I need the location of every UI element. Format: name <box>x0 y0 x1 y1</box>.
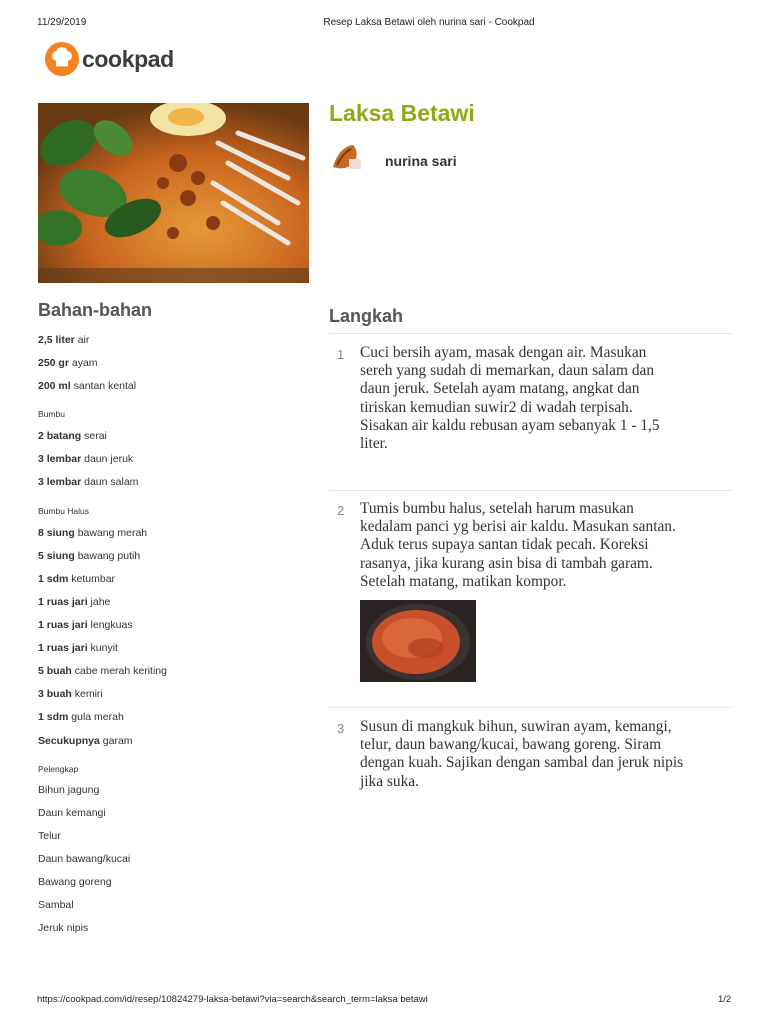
step-text: Cuci bersih ayam, masak dengan air. Masukan sereh yang sudah di memarkan, daun salam dan daun jeruk. Setelah ayam matang, angkat dan tiriskan kemudian suwir2 di wadah terpisah. Sisakan air kaldu rebusan ayam sebanyak 1 - 1,5 liter. <box>360 344 660 453</box>
logo-text: cookpad <box>82 45 174 72</box>
ingredient-item: Secukupnya garam <box>38 735 133 747</box>
ingredient-section-label: Pelengkap <box>38 764 79 774</box>
steps-heading: Langkah <box>329 306 404 326</box>
ingredient-item: 2,5 liter air <box>38 334 90 346</box>
chef-hat-icon <box>45 42 79 76</box>
ingredient-item: 1 sdm gula merah <box>38 711 124 723</box>
ingredient-item: 1 ruas jari lengkuas <box>38 619 133 631</box>
ingredient-item: Jeruk nipis <box>38 922 89 934</box>
ingredient-item: 3 lembar daun jeruk <box>38 453 134 465</box>
ingredient-item: Bihun jagung <box>38 784 100 796</box>
divider <box>329 333 732 334</box>
print-date: 11/29/2019 <box>37 17 87 28</box>
ingredient-item: 1 ruas jari kunyit <box>38 642 118 654</box>
step-number: 1 <box>337 347 345 362</box>
ingredient-item: Bawang goreng <box>38 876 112 888</box>
ingredient-item: 5 siung bawang putih <box>38 550 141 562</box>
ingredient-item: Sambal <box>38 899 74 911</box>
ingredient-item: 200 ml santan kental <box>38 380 137 392</box>
step-photo[interactable] <box>360 600 476 682</box>
step-text: Tumis bumbu halus, setelah harum masukan kedalam panci yg berisi air kaldu. Masukan santan. Aduk terus supaya santan tidak pecah. Koreksi rasanya, jika kurang asin bisa di tambah garam. Setelah matang, matikan kompor. <box>360 500 676 590</box>
step-number: 2 <box>337 503 345 518</box>
recipe-photo <box>38 103 309 283</box>
ingredient-item: 1 sdm ketumbar <box>38 573 116 585</box>
print-url: https://cookpad.com/id/resep/10824279-laksa-betawi?via=search&search_term=laksa betawi <box>37 994 428 1005</box>
ingredients-heading: Bahan-bahan <box>38 300 153 320</box>
print-page-title: Resep Laksa Betawi oleh nurina sari - Cookpad <box>323 17 535 28</box>
ingredient-item: 3 buah kemiri <box>38 688 103 700</box>
ingredient-section-label: Bumbu <box>38 409 65 419</box>
cookpad-logo[interactable] <box>45 42 174 76</box>
ingredient-item: Daun kemangi <box>38 807 106 819</box>
ingredient-item: 3 lembar daun salam <box>38 476 139 488</box>
recipe-title: Laksa Betawi <box>329 100 475 126</box>
divider <box>329 707 732 708</box>
divider <box>329 490 732 491</box>
author-name[interactable]: nurina sari <box>385 153 457 169</box>
ingredient-item: Telur <box>38 830 61 842</box>
ingredient-item: Daun bawang/kucai <box>38 853 131 865</box>
ingredient-item: 250 gr ayam <box>38 357 98 369</box>
ingredient-section-label: Bumbu Halus <box>38 506 90 516</box>
ingredient-item: 5 buah cabe merah keriting <box>38 665 167 677</box>
ingredient-item: 2 batang serai <box>38 430 107 442</box>
step-text: Susun di mangkuk bihun, suwiran ayam, kemangi, telur, daun bawang/kucai, bawang goreng. Siram dengan kuah. Sajikan dengan sambal dan jeruk nipis jika suka. <box>360 718 684 790</box>
ingredient-item: 1 ruas jari jahe <box>38 596 111 608</box>
step-number: 3 <box>337 721 345 736</box>
page-number: 1/2 <box>718 994 732 1005</box>
author-avatar[interactable] <box>329 141 365 177</box>
ingredient-item: 8 siung bawang merah <box>38 527 148 539</box>
